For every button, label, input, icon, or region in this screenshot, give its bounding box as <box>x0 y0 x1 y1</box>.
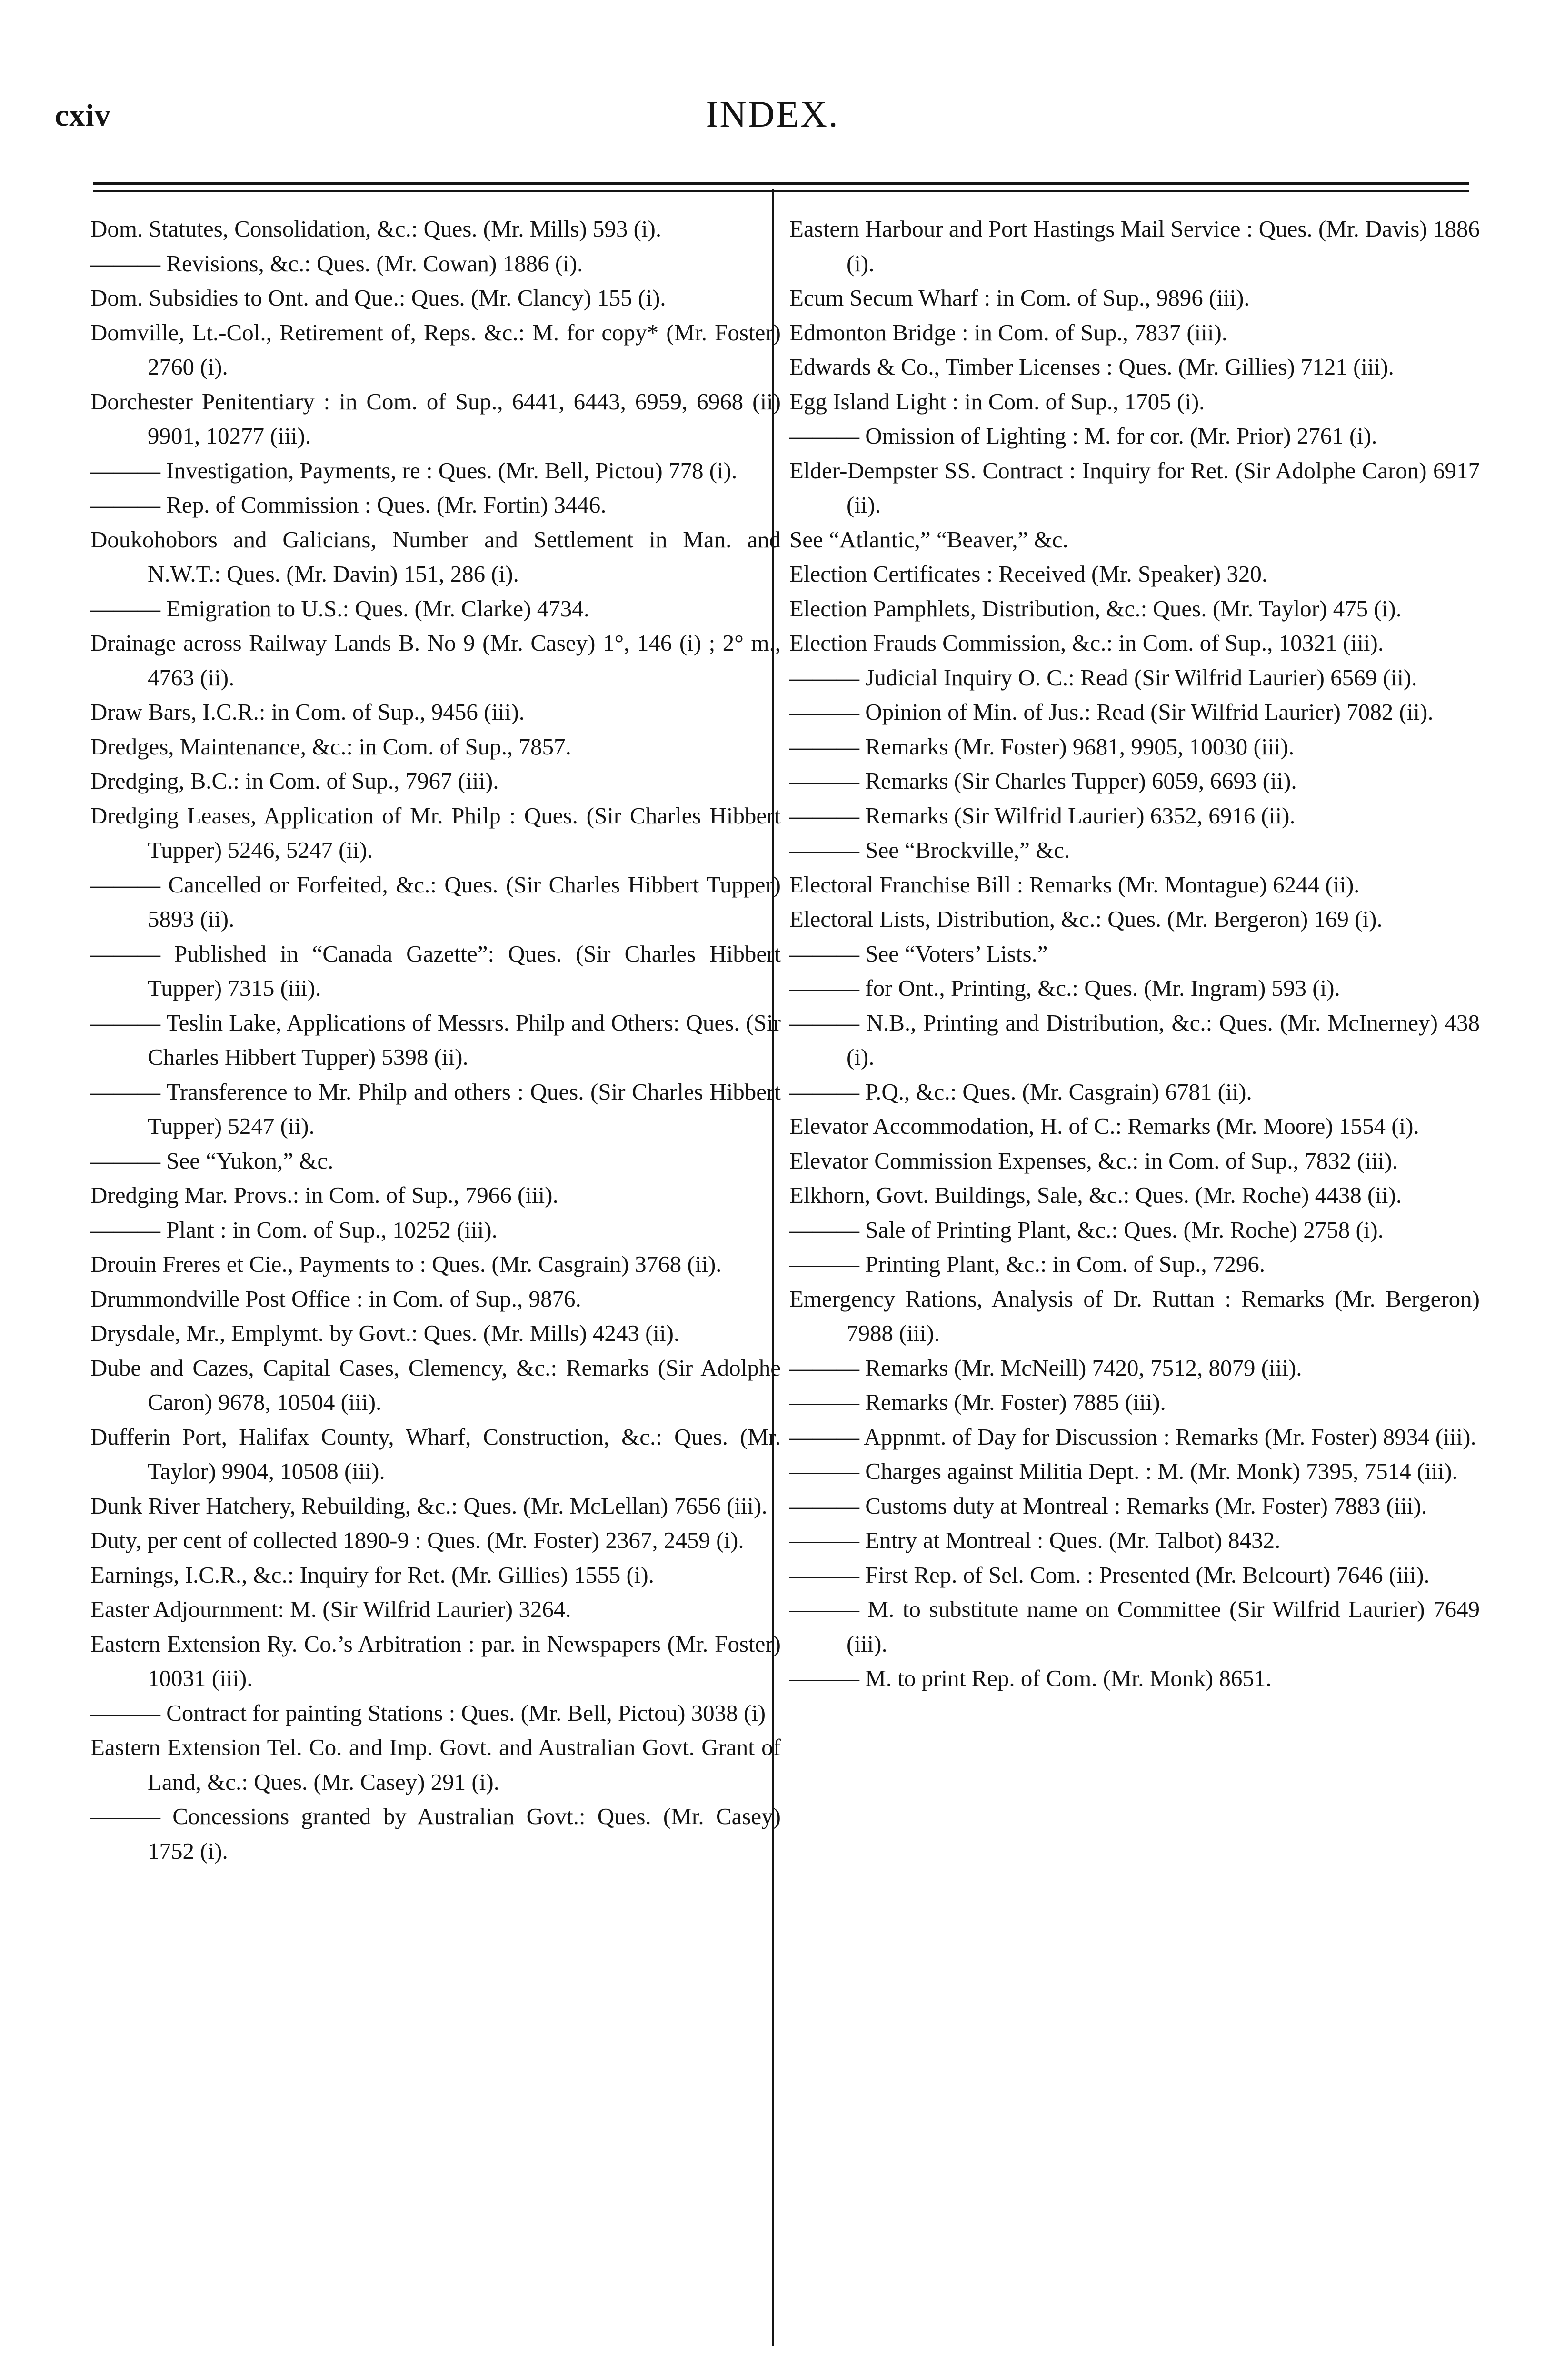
index-entry: Edwards & Co., Timber Licenses : Ques. (Mr. Gillies) 7121 (iii). <box>789 354 1394 380</box>
index-entry: ——— Concessions granted by Australian Govt.: Ques. (Mr. Casey) 1752 (i). <box>90 1803 781 1864</box>
index-entry: Dredging Mar. Provs.: in Com. of Sup., 7966 (iii). <box>90 1182 558 1208</box>
index-entry: Election Certificates : Received (Mr. Speaker) 320. <box>789 561 1268 587</box>
index-entry: ——— Customs duty at Montreal : Remarks (Mr. Foster) 7883 (iii). <box>789 1492 1427 1519</box>
index-entry: Elder-Dempster SS. Contract : Inquiry for Ret. (Sir Adolphe Caron) 6917 (ii). <box>789 457 1480 518</box>
page-title: INDEX. <box>706 93 839 135</box>
index-entry: Dube and Cazes, Capital Cases, Clemency, &c.: Remarks (Sir Adolphe Caron) 9678, 10504 (iii). <box>90 1354 781 1415</box>
index-entry: Duty, per cent of collected 1890-9 : Ques. (Mr. Foster) 2367, 2459 (i). <box>90 1527 744 1553</box>
index-entry: Emergency Rations, Analysis of Dr. Ruttan : Remarks (Mr. Bergeron) 7988 (iii). <box>789 1285 1480 1346</box>
index-entry: Draw Bars, I.C.R.: in Com. of Sup., 9456 (iii). <box>90 699 525 725</box>
index-entry: Easter Adjournment: M. (Sir Wilfrid Laurier) 3264. <box>90 1596 571 1622</box>
index-entry: ——— for Ont., Printing, &c.: Ques. (Mr. Ingram) 593 (i). <box>789 975 1340 1001</box>
index-entry: Dom. Statutes, Consolidation, &c.: Ques. (Mr. Mills) 593 (i). <box>90 216 662 242</box>
index-entry: ——— Transference to Mr. Philp and others : Ques. (Sir Charles Hibbert Tupper) 5247 (ii). <box>90 1078 781 1139</box>
index-entry: Elkhorn, Govt. Buildings, Sale, &c.: Ques. (Mr. Roche) 4438 (ii). <box>789 1182 1402 1208</box>
index-entry: Doukohobors and Galicians, Number and Settlement in Man. and N.W.T.: Ques. (Mr. Davin) 151, 286 (i). <box>90 526 781 587</box>
index-entry: ——— Sale of Printing Plant, &c.: Ques. (Mr. Roche) 2758 (i). <box>789 1216 1384 1243</box>
index-entry: ——— Opinion of Min. of Jus.: Read (Sir Wilfrid Laurier) 7082 (ii). <box>789 699 1434 725</box>
index-entry: Edmonton Bridge : in Com. of Sup., 7837 (iii). <box>789 319 1228 346</box>
index-entry: Drouin Freres et Cie., Payments to : Ques. (Mr. Casgrain) 3768 (ii). <box>90 1251 722 1277</box>
index-entry: ——— Omission of Lighting : M. for cor. (Mr. Prior) 2761 (i). <box>789 423 1377 449</box>
index-entry: Dredging, B.C.: in Com. of Sup., 7967 (iii). <box>90 768 499 794</box>
index-entry: ——— P.Q., &c.: Ques. (Mr. Casgrain) 6781 (ii). <box>789 1078 1252 1105</box>
index-entry: ——— Remarks (Mr. McNeill) 7420, 7512, 8079 (iii). <box>789 1354 1302 1381</box>
index-entry: ——— Judicial Inquiry O. C.: Read (Sir Wilfrid Laurier) 6569 (ii). <box>789 664 1417 691</box>
index-entry: Election Frauds Commission, &c.: in Com. of Sup., 10321 (iii). <box>789 630 1384 656</box>
index-entry: Elevator Accommodation, H. of C.: Remarks (Mr. Moore) 1554 (i). <box>789 1113 1419 1139</box>
index-entry: ——— Remarks (Mr. Foster) 7885 (iii). <box>789 1389 1166 1415</box>
index-entry: Electoral Lists, Distribution, &c.: Ques. (Mr. Bergeron) 169 (i). <box>789 906 1383 932</box>
left-column <box>90 212 781 1868</box>
index-entry: ——— Emigration to U.S.: Ques. (Mr. Clarke) 4734. <box>90 595 589 622</box>
index-entry: Dredges, Maintenance, &c.: in Com. of Sup., 7857. <box>90 733 571 760</box>
index-entry: ——— Remarks (Mr. Foster) 9681, 9905, 10030 (iii). <box>789 733 1295 760</box>
index-entry: Earnings, I.C.R., &c.: Inquiry for Ret. (Mr. Gillies) 1555 (i). <box>90 1561 654 1588</box>
index-entry: Elevator Commission Expenses, &c.: in Com. of Sup., 7832 (iii). <box>789 1147 1398 1174</box>
index-entry: ——— Remarks (Sir Wilfrid Laurier) 6352, 6916 (ii). <box>789 802 1296 829</box>
index-entry: See “Atlantic,” “Beaver,” &c. <box>789 526 1068 553</box>
index-entry: Dom. Subsidies to Ont. and Que.: Ques. (Mr. Clancy) 155 (i). <box>90 285 666 311</box>
index-entry: ——— Contract for painting Stations : Ques. (Mr. Bell, Pictou) 3038 (i) <box>90 1699 766 1726</box>
index-entry: Dunk River Hatchery, Rebuilding, &c.: Ques. (Mr. McLellan) 7656 (iii). <box>90 1492 768 1519</box>
index-entry: ——— M. to print Rep. of Com. (Mr. Monk) 8651. <box>789 1665 1272 1691</box>
index-entry: ——— Entry at Montreal : Ques. (Mr. Talbot) 8432. <box>789 1527 1281 1553</box>
index-entry: Dorchester Penitentiary : in Com. of Sup., 6441, 6443, 6959, 6968 (ii) 9901, 10277 (iii). <box>90 388 781 449</box>
index-entry: Egg Island Light : in Com. of Sup., 1705 (i). <box>789 388 1205 415</box>
index-entry: Electoral Franchise Bill : Remarks (Mr. Montague) 6244 (ii). <box>789 871 1360 898</box>
header-rule-thin <box>93 190 1469 192</box>
index-entry: Election Pamphlets, Distribution, &c.: Ques. (Mr. Taylor) 475 (i). <box>789 595 1402 622</box>
index-entry: ——— See “Brockville,” &c. <box>789 837 1070 863</box>
index-entry: Eastern Extension Tel. Co. and Imp. Govt. and Australian Govt. Grant of Land, &c.: Ques. (Mr. Casey) 291 (i). <box>90 1734 781 1795</box>
index-entry: ——— Remarks (Sir Charles Tupper) 6059, 6693 (ii). <box>789 768 1297 794</box>
index-entry: ——— Cancelled or Forfeited, &c.: Ques. (Sir Charles Hibbert Tupper) 5893 (ii). <box>90 871 781 932</box>
index-entry: ——— Printing Plant, &c.: in Com. of Sup., 7296. <box>789 1251 1266 1277</box>
index-entry: ——— Investigation, Payments, re : Ques. (Mr. Bell, Pictou) 778 (i). <box>90 457 738 484</box>
index-entry: ——— Plant : in Com. of Sup., 10252 (iii). <box>90 1216 498 1243</box>
index-entry: Dufferin Port, Halifax County, Wharf, Construction, &c.: Ques. (Mr. Taylor) 9904, 10508 (iii). <box>90 1423 781 1484</box>
index-entry: ——— N.B., Printing and Distribution, &c.: Ques. (Mr. McInerney) 438 (i). <box>789 1009 1480 1070</box>
header-rule-thick <box>93 182 1469 185</box>
index-entry: ——— Rep. of Commission : Ques. (Mr. Fortin) 3446. <box>90 492 607 518</box>
index-entry: ——— Appnmt. of Day for Discussion : Remarks (Mr. Foster) 8934 (iii). <box>789 1423 1476 1450</box>
page-number: cxiv <box>55 98 111 133</box>
index-entry: Drysdale, Mr., Emplymt. by Govt.: Ques. (Mr. Mills) 4243 (ii). <box>90 1320 680 1346</box>
index-entry: Domville, Lt.-Col., Retirement of, Reps. &c.: M. for copy* (Mr. Foster) 2760 (i). <box>90 319 781 380</box>
index-entry: ——— Charges against Militia Dept. : M. (Mr. Monk) 7395, 7514 (iii). <box>789 1458 1458 1484</box>
index-entry: Dredging Leases, Application of Mr. Philp : Ques. (Sir Charles Hibbert Tupper) 5246, 5247 (ii). <box>90 802 781 863</box>
index-entry: ——— M. to substitute name on Committee (Sir Wilfrid Laurier) 7649 (iii). <box>789 1596 1480 1657</box>
index-entry: ——— Teslin Lake, Applications of Messrs. Philp and Others: Ques. (Sir Charles Hibbert Tupper) 5398 (ii). <box>90 1009 781 1070</box>
right-column <box>789 212 1480 1696</box>
index-entry: Drummondville Post Office : in Com. of Sup., 9876. <box>90 1285 581 1312</box>
index-entry: ——— First Rep. of Sel. Com. : Presented (Mr. Belcourt) 7646 (iii). <box>789 1561 1430 1588</box>
index-entry: Ecum Secum Wharf : in Com. of Sup., 9896 (iii). <box>789 285 1250 311</box>
index-entry: ——— See “Yukon,” &c. <box>90 1147 334 1174</box>
index-entry: Eastern Extension Ry. Co.’s Arbitration : par. in Newspapers (Mr. Foster) 10031 (iii). <box>90 1630 781 1691</box>
index-entry: ——— Revisions, &c.: Ques. (Mr. Cowan) 1886 (i). <box>90 250 583 277</box>
index-entry: Eastern Harbour and Port Hastings Mail Service : Ques. (Mr. Davis) 1886 (i). <box>789 216 1480 277</box>
index-entry: ——— Published in “Canada Gazette”: Ques. (Sir Charles Hibbert Tupper) 7315 (iii). <box>90 940 781 1001</box>
index-entry: ——— See “Voters’ Lists.” <box>789 940 1048 967</box>
index-entry-bill: Drainage across Railway Lands B. No 9 (Mr. Casey) 1°, 146 (i) ; 2° m., 4763 (ii). <box>90 630 781 691</box>
